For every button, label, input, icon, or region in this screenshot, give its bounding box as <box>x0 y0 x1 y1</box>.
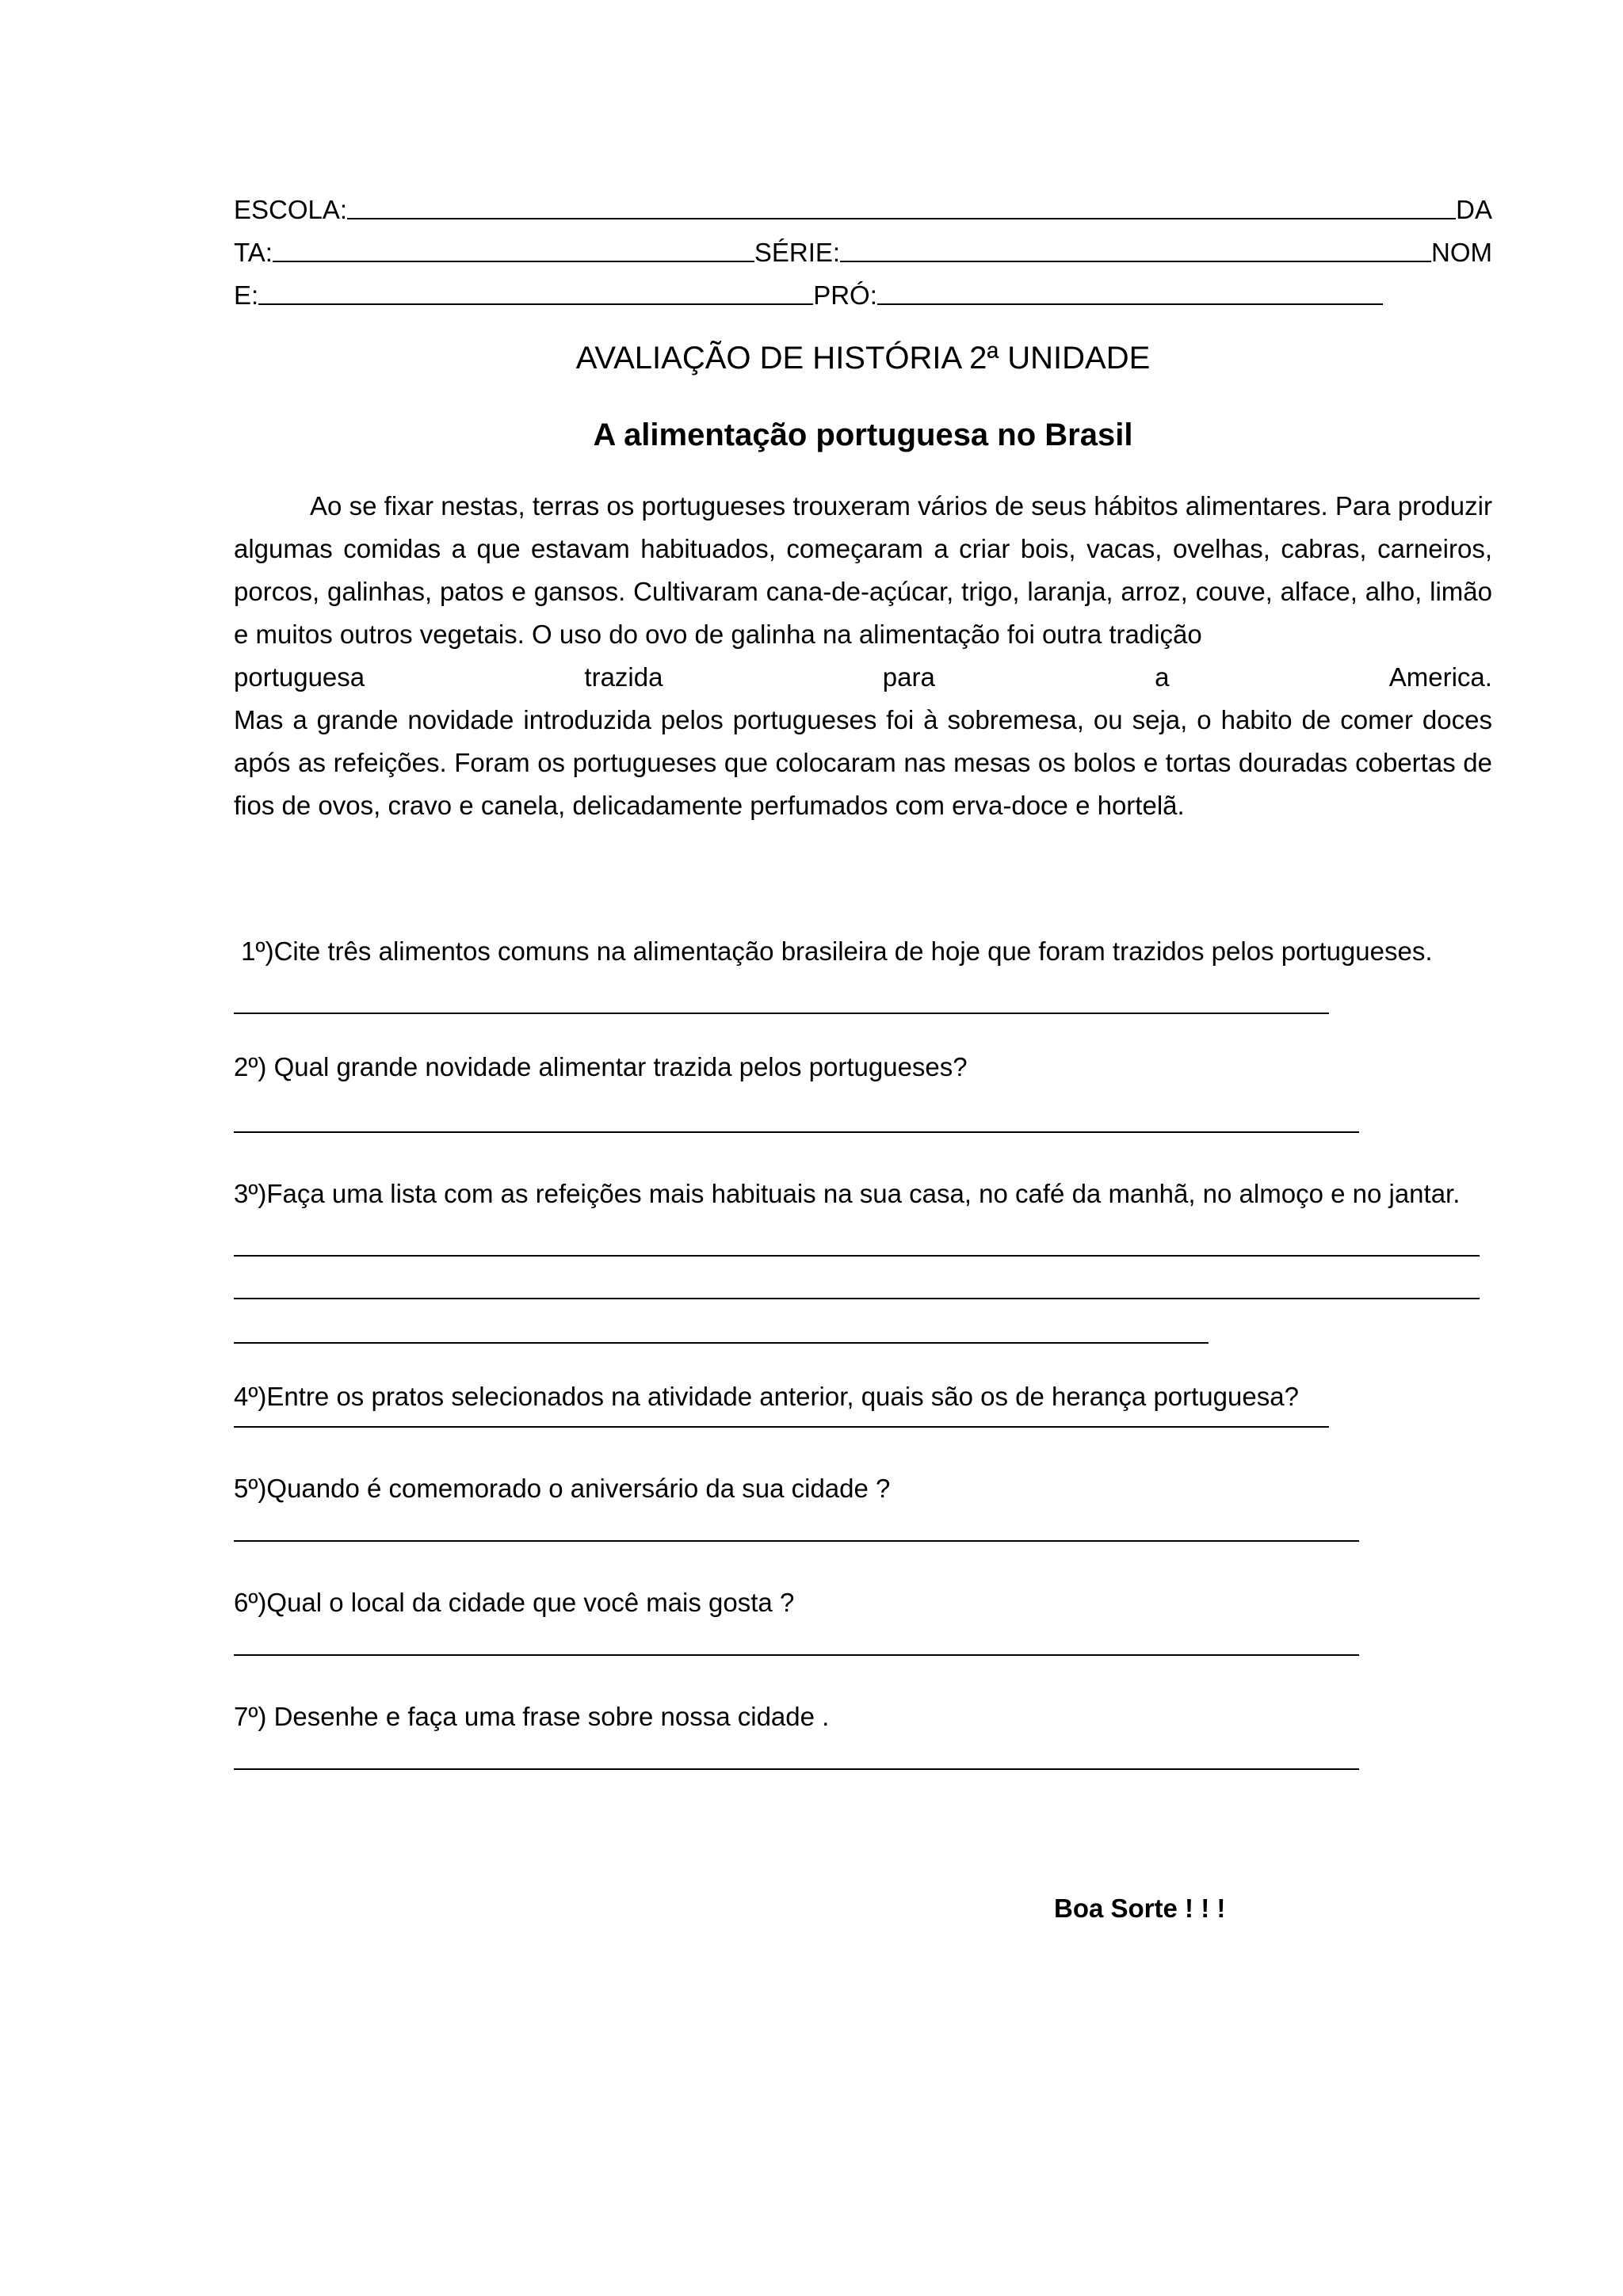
answer-line-1[interactable] <box>234 1013 1329 1014</box>
answer-line-3a[interactable] <box>234 1255 1480 1257</box>
question-5: 5º)Quando é comemorado o aniversário da sua cidade ? <box>234 1474 891 1503</box>
answer-line-6[interactable] <box>234 1654 1359 1656</box>
nome-label-part1: NOM <box>1431 238 1492 267</box>
answer-line-3c[interactable] <box>234 1342 1209 1344</box>
question-6: 6º)Qual o local da cidade que você mais gosta ? <box>234 1588 795 1617</box>
answer-line-2[interactable] <box>234 1131 1359 1133</box>
question-3: 3º)Faça uma lista com as refeições mais habituais na sua casa, no café da manhã, no almoço e no jantar. <box>234 1179 1461 1208</box>
text-subtitle: A alimentação portuguesa no Brasil <box>593 418 1133 452</box>
header-line-3 <box>234 268 1383 311</box>
paragraph-main: Ao se fixar nestas, terras os portugueses trouxeram vários de seus hábitos alimentares. Para produzir algumas comidas a que estavam habituados, começaram a criar bois, vacas, ovelhas, cabras, carneiros, porcos, galinhas, patos e gansos. Cultivaram cana-de-açúcar, trigo, laranja, arroz, couve, alface, alho, limão e muitos outros vegetais. O uso do ovo de galinha na alimentação foi outra tradição <box>234 491 1492 649</box>
question-4: 4º)Entre os pratos selecionados na atividade anterior, quais são os de herança portuguesa? <box>234 1382 1299 1411</box>
exam-title: AVALIAÇÃO DE HISTÓRIA 2ª UNIDADE <box>575 341 1151 376</box>
spread-word: portuguesa <box>234 662 365 692</box>
question-1: 1º)Cite três alimentos comuns na alimentação brasileira de hoje que foram trazidos pelos portugueses. <box>234 936 1433 966</box>
reading-paragraph <box>234 485 1492 827</box>
answer-line-5[interactable] <box>234 1540 1359 1542</box>
header-line-2 <box>234 225 1492 268</box>
paragraph-spread-line <box>234 656 1492 699</box>
spread-word: a <box>1155 662 1170 692</box>
data-label-part2: TA: <box>234 238 273 267</box>
pro-blank[interactable] <box>877 303 1383 305</box>
spread-word: para <box>882 662 935 692</box>
paragraph-second: Mas a grande novidade introduzida pelos portugueses foi à sobremesa, ou seja, o habito de comer doces após as refeições. Foram os portugueses que colocaram nas mesas os bolos e tortas douradas cobertas de fios de ovos, cravo e canela, delicadamente perfumados com erva-doce e hortelã. <box>234 705 1492 820</box>
data-label-part1: DA <box>1456 195 1492 224</box>
answer-line-4[interactable] <box>234 1426 1329 1428</box>
exam-content <box>234 182 1492 1770</box>
spread-word: America. <box>1388 662 1492 692</box>
data-blank[interactable] <box>273 261 754 262</box>
question-7: 7º) Desenhe e faça uma frase sobre nossa cidade . <box>234 1702 830 1731</box>
escola-blank[interactable] <box>347 218 1456 219</box>
nome-blank[interactable] <box>258 303 813 305</box>
answer-line-7[interactable] <box>234 1768 1359 1770</box>
pro-label: PRÓ: <box>813 280 877 310</box>
closing-message: Boa Sorte ! ! ! <box>1054 1894 1226 1923</box>
question-2: 2º) Qual grande novidade alimentar trazida pelos portugueses? <box>234 1052 968 1081</box>
spread-word: trazida <box>584 662 663 692</box>
header-line-1 <box>234 182 1492 225</box>
serie-label: SÉRIE: <box>754 238 841 267</box>
answer-line-3b[interactable] <box>234 1298 1480 1299</box>
serie-blank[interactable] <box>840 261 1431 262</box>
escola-label: ESCOLA: <box>234 195 348 224</box>
nome-label-part2: E: <box>234 280 259 310</box>
